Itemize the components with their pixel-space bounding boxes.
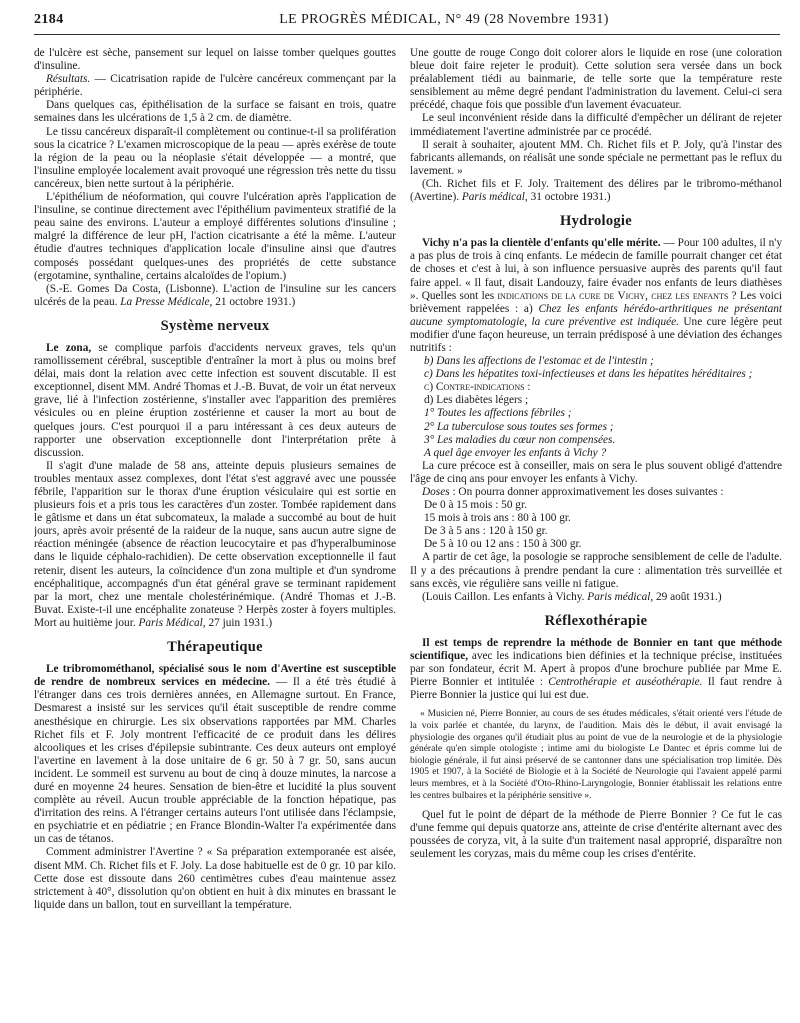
list-item: c) Dans les hépatites toxi-infectieuses et dans les hépatites héréditaires ; (424, 368, 753, 381)
list-item: 1° Toutes les affections fébriles ; (424, 407, 572, 420)
list-item: 3° Les maladies du cœur non compensées. (424, 433, 616, 446)
left-column (34, 47, 396, 1017)
doses-list (410, 499, 782, 551)
running-header (34, 8, 780, 35)
block-quote: « Musicien né, Pierre Bonnier, au cours de ses études médicales, s'était orienté vers l'étude de la voix parlée et chantée, du larynx, de l'audition. Mais dès le début, il avait envisagé la physiologie des organes qu'il étudiait plus au point de vue de la neurologie et de la physiologie générale qu'en simple otologiste ; intime ami du biologiste Le Dantec et épris comme lui de biologie générale, il fut ainsi préservé de se cantonner dans une spécialisation trop limitée. Dès 1905 et 1907, à la Société de Biologie et à la Société de Neurologie qui l'avaient appelé parmi leurs membres, et à la Société d'Oto-Rhino-Laryngologie, Bonnier établissait les relations entre les centres bulbaires et la périphérie sensitive ». (410, 709, 782, 801)
paragraph: Le tissu cancéreux disparaît-il complètement ou continue-t-il sa prolifération sous la cicatrice ? L'examen microscopique de la peau — après exérèse de toute la région de la peau ou la néoplasie s'était développée — a montré, que l'insuline employée localement avait provoqué une régression très nette du tissu cancéreux, bien nette surtout à la périphérie. (34, 125, 396, 190)
right-column (410, 47, 782, 1017)
list-item: d) Les diabètes légers ; (424, 394, 529, 407)
citation: (S.-E. Gomes Da Costa, (Lisbonne). L'action de l'insuline sur les cancers ulcérés de la peau. La Presse Médicale, 21 octobre 1931.) (34, 282, 396, 308)
citation: (Louis Caillon. Les enfants à Vichy. Paris médical, 29 août 1931.) (422, 590, 722, 603)
paragraph: Comment administrer l'Avertine ? « Sa préparation extemporanée est aisée, disent MM. Ch. Richet fils et F. Joly. La dose habituelle est de 0 gr. 10 par kilo. Cette dose est dissoute dans 260 centimètres cubes d'eau maintenue assez strictement à 40°, dissolution qu'on obtient en huit à dix minutes en brassant le liquide dans un ballon, tout en surveillant la température. (34, 846, 396, 911)
paragraph: L'épithélium de néoformation, qui couvre l'ulcération après l'application de l'insuline, se continue directement avec l'épithélium pavimenteux stratifié de la peau saine des environs. L'auteur a employé différentes solutions d'insuline ; malgré la différence de leur pH, l'action cicatrisante a été la même. L'auteur étudie d'autres techniques d'application locale d'insuline ainsi que d'autres composés possédant quelques-unes des propriétés de cette substance (ergotamine, synthaline, certains alcaloïdes de l'opium.) (34, 191, 396, 282)
indications-list (410, 355, 782, 460)
list-item: b) Dans les affections de l'estomac et de l'intestin ; (424, 355, 654, 368)
list-item: 15 mois à trois ans : 80 à 100 gr. (424, 512, 571, 525)
paragraph: de l'ulcère est sèche, pansement sur lequel on laisse tomber quelques gouttes d'insuline. (34, 47, 396, 73)
citation: (Ch. Richet fils et F. Joly. Traitement des délires par le tribromo-méthanol (Avertine). Paris médical, 31 octobre 1931.) (410, 177, 782, 204)
list-item: A quel âge envoyer les enfants à Vichy ? (424, 446, 607, 459)
section-heading-reflexotherapie: Réflexothérapie (544, 612, 648, 629)
paragraph: Il serait à souhaiter, ajoutent MM. Ch. Richet fils et P. Joly, qu'à l'instar des fabricants allemands, on réalisât une sonde spéciale ne permettant pas le reflux du lavement. » (410, 138, 782, 177)
paragraph: Le tribromométhanol, spécialisé sous le nom d'Avertine est susceptible de rendre de nombreux services en médecine. — Il a été très étudié à l'étranger dans ces trois dernières années, en Allemagne surtout. En France, Desmarest a insisté sur les services qu'il était susceptible de rendre comme anesthésique en chirurgie. Les six observations rapportées par MM. Charles Richet fils et F. Joly montrent l'efficacité de ce produit dans les délires alcooliques et les crises d'épilepsie subintrante. Ces deux auteurs ont employé l'avertine en lavement à la dose unitaire de 6 gr. 50 à 7 gr. 50, sans aucun incident. Le sommeil est survenu au bout de cinq à douze minutes, la narcose a duré en moyenne 24 heures. Sensation de bien-être et lucidité la plus souvent complète au réveil. Aucun trouble appréciable de la fonction hépatique, pas d'irritation des reins. A l'étranger certains auteurs l'ont utilisée dans l'éclampsie, en psychiatrie et en pédiatrie ; en France Blondin-Walter l'a expérimentée dans un cas de tétanos. (34, 663, 396, 846)
paragraph: Dans quelques cas, épithélisation de la surface se faisant en trois, quatre semaines dans les ulcérations de 1,5 à 2 cm. de diamètre. (34, 99, 396, 125)
section-heading-therapeutique: Thérapeutique (167, 639, 263, 656)
paragraph: Vichy n'a pas la clientèle d'enfants qu'elle mérite. — Pour 100 adultes, il n'y a pas plus de trois à cinq enfants. Le médecin de famille pourrait changer cet état de choses et c'est à lui, à son influence persuasive auprès des parents qu'il faut faire appel. « Il faut, disait Landouzy, faire évader nos enfants de leurs diathèses ». Quelles sont les indications de la cure de Vichy, chez les enfants ? Les voici brièvement rappelées : a) Chez les enfants hérédo-arthritiques ne présentant aucune symptomatologie, la cure préventive est indiquée. Une cure légère peut modifier d'une façon heureuse, un terrain prédisposé à une déviation des échanges nutritifs : (410, 237, 782, 354)
running-title: LE PROGRÈS MÉDICAL, N° 49 (28 Novembre 1931) (279, 12, 609, 27)
results-label: Résultats. (46, 73, 91, 86)
paragraph: La cure précoce est à conseiller, mais on sera le plus souvent obligé d'attendre l'âge de cinq ans pour envoyer les enfants à Vichy. (410, 459, 782, 485)
list-item: De 3 à 5 ans : 120 à 150 gr. (424, 525, 548, 538)
paragraph: Le zona, se complique parfois d'accidents nerveux graves, tels qu'un ramollissement cérébral, susceptible d'entraîner la mort à plus ou moins bref délai, mais dont la relation avec cette infection est souvent discutable. Il est exceptionnel, disent MM. André Thomas et J.-B. Buvat, de voir un état nerveux grave, lié à l'infection zostérienne, s'installer avec l'apparition des premières vésicules ou en pleine éruption zostérienne et causer la mort au bout de quelques jours. C'est pourquoi il a paru intéressant à ces deux auteurs de rapporter une observation exceptionnelle dont l'interprétation prête à discussion. (34, 341, 396, 459)
list-item: 2° La tuberculose sous toutes ses formes ; (424, 420, 614, 433)
list-item: De 0 à 15 mois : 50 gr. (424, 499, 527, 512)
section-heading-systeme-nerveux: Système nerveux (160, 317, 270, 334)
page-number: 2184 (34, 12, 64, 27)
paragraph: Il est temps de reprendre la méthode de Bonnier en tant que méthode scientifique, avec les indications bien définies et la technique précise, instituées par son fondateur, écrit M. Apert à propos d'une brochure publiée par Mme E. Pierre Bonnier et intitulée : Centrothérapie et auséothérapie. Il faut rendre à Pierre Bonnier la justice qui lui est due. (410, 636, 782, 702)
paragraph: Le seul inconvénient réside dans la difficulté d'empêcher un délirant de rejeter immédiatement l'avertine administrée par ce procédé. (410, 112, 782, 138)
paragraph: Une goutte de rouge Congo doit colorer alors le liquide en rose (une coloration bleue doit faire rejeter le produit). Cette solution sera versée dans un bock préalablement tiédi au bainmarie, de telle sorte que la température reste sensiblement au même degré pendant l'administration du lavement. Celui-ci sera précédé, chaque fois que possible d'un lavement évacuateur. (410, 47, 782, 112)
paragraph: A partir de cet âge, la posologie se rapproche sensiblement de celle de l'adulte. Il y a des précautions à prendre pendant la cure : alimentation très surveillée et sans excès, vie régulière sans veille ni fatigue. (410, 551, 782, 590)
paragraph: Résultats. — Cicatrisation rapide de l'ulcère cancéreux commençant par la périphérie. (34, 73, 396, 99)
section-heading-hydrologie: Hydrologie (559, 213, 632, 230)
paragraph: Doses : On pourra donner approximativement les doses suivantes : (422, 486, 724, 498)
list-item: De 5 à 10 ou 12 ans : 150 à 300 gr. (424, 538, 582, 551)
paragraph: Il s'agit d'une malade de 58 ans, atteinte depuis plusieurs semaines de troubles mentaux assez complexes, dont l'état s'est aggravé avec une poussée fébrile, l'apparition sur le thorax d'une éruption vésiculaire qui est sortie en plusieurs fois et a pris tous les caractères d'un zoster. Tombée rapidement dans le gâtisme et dans un état subcomateux, la malade a succombé au bout de huit jours, après avoir présenté de la raideur de la nuque, sans aucun autre signe de réaction méningée (absence de réaction leucocytaire et pas d'hyperalbuminose dans le liquide céphalo-rachidien). De cette observation exceptionnelle il faut retenir, disent les auteurs, la coïncidence d'un zona multiple et d'un syndrome encéphalitique, accompagnés d'un état général grave se terminant rapidement par la mort, chez une mentale cholestérinémique. (André Thomas et J.-B. Buvat. Existe-t-il une encéphalite zonateuse ? Herpès zoster à foyers multiples. Mort au huitième jour. Paris Médical, 27 juin 1931.) (34, 459, 396, 629)
paragraph: Quel fut le point de départ de la méthode de Pierre Bonnier ? Ce fut le cas d'une femme qui depuis quatorze ans, atteinte de crise d'entérite alternant avec des poussées de coryza, vit, à la suite d'un traitement nasal approprié, disparaître non seulement les coryzas, mais du même coup les crises d'entérite. (410, 809, 782, 861)
list-item: c) Contre-indications : (424, 381, 531, 394)
